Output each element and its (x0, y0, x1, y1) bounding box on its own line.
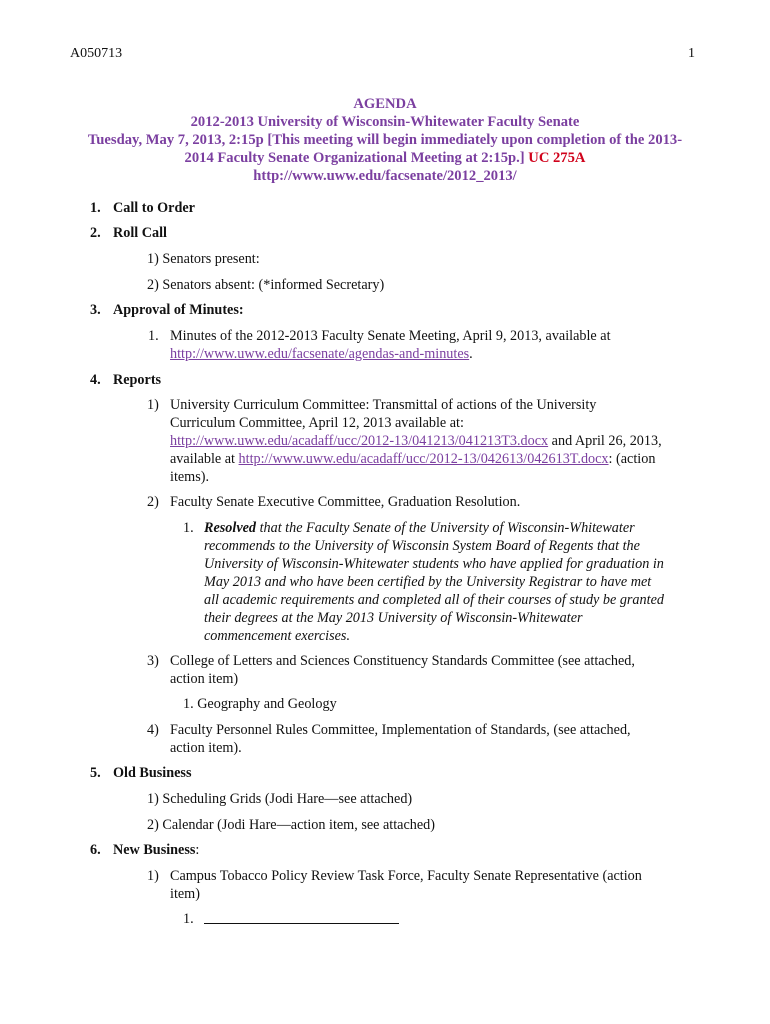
roll-call-present: 1) Senators present: (147, 251, 260, 267)
report-1-line-1: University Curriculum Committee: Transmittal of actions of the University (170, 397, 597, 413)
resolution-line-4: May 2013 and who have been certified by the University Registrar to have met (204, 574, 652, 590)
roll-call-absent: 2) Senators absent: (*informed Secretary) (147, 277, 385, 293)
meeting-room: UC 275A (528, 150, 586, 166)
new-business-1-number: 1) (147, 868, 159, 884)
report-2-number: 2) (147, 494, 159, 510)
minutes-line-1: Minutes of the 2012-2013 Faculty Senate Meeting, April 9, 2013, available at (170, 328, 611, 344)
resolution-line-2: recommends to the University of Wisconsin System Board of Regents that the (204, 538, 640, 554)
item-3-number: 3. (90, 302, 101, 318)
report-1-line-3 (170, 432, 662, 450)
item-6-number: 6. (90, 842, 101, 858)
item-6-label (113, 841, 199, 859)
report-1-available: available at (170, 451, 239, 467)
item-6-label-text: New Business (113, 842, 196, 858)
item-6-colon: : (195, 842, 200, 858)
item-1-number: 1. (90, 200, 101, 216)
report-3-sub: 1. Geography and Geology (183, 696, 337, 712)
item-1-label: Call to Order (113, 200, 195, 216)
item-2-label: Roll Call (113, 225, 167, 241)
report-3-line-1: College of Letters and Sciences Constituency Standards Committee (see attached, (170, 653, 635, 669)
meeting-line-2-text: 2014 Faculty Senate Organizational Meeting at 2:15p.] (184, 150, 525, 166)
senate-url[interactable]: http://www.uww.edu/facsenate/2012_2013/ (253, 168, 517, 184)
report-4-line-2: action item). (170, 740, 242, 756)
new-business-1-line-2: item) (170, 886, 200, 902)
representative-blank[interactable] (204, 910, 399, 929)
resolution-line-7: commencement exercises. (204, 628, 351, 644)
item-4-number: 4. (90, 372, 101, 388)
agenda-heading: AGENDA (353, 96, 417, 112)
old-business-1: 1) Scheduling Grids (Jodi Hare—see attached) (147, 791, 413, 807)
resolution-l1-text: that the Faculty Senate of the University of Wisconsin-Whitewater (256, 520, 635, 536)
resolution-number: 1. (183, 520, 194, 536)
resolution-line-1 (204, 519, 635, 537)
report-1-action: : (action (608, 451, 656, 467)
representative-number: 1. (183, 911, 194, 927)
new-business-1-line-1: Campus Tobacco Policy Review Task Force, Faculty Senate Representative (action (170, 868, 642, 884)
report-1-mid: and April 26, 2013, (548, 433, 662, 449)
page-number: 1 (688, 46, 695, 61)
blank-line (204, 910, 399, 924)
minutes-line-2 (170, 345, 473, 363)
item-5-label: Old Business (113, 765, 192, 781)
report-2-label: Faculty Senate Executive Committee, Graduation Resolution. (170, 494, 521, 510)
item-5-number: 5. (90, 765, 101, 781)
meeting-line-2 (0, 149, 770, 168)
report-4-number: 4) (147, 722, 159, 738)
report-1-line-2: Curriculum Committee, April 12, 2013 available at: (170, 415, 464, 431)
ucc-link-042613[interactable]: http://www.uww.edu/acadaff/ucc/2012-13/042613/042613T.docx (238, 451, 609, 467)
meeting-line-1: Tuesday, May 7, 2013, 2:15p [This meeting will begin immediately upon completion of the 2013- (87, 132, 683, 148)
ucc-link-041213[interactable]: http://www.uww.edu/acadaff/ucc/2012-13/041213/041213T3.docx (170, 433, 549, 449)
resolution-line-3: University of Wisconsin-Whitewater students who have applied for graduation in (204, 556, 664, 572)
report-1-line-4 (170, 450, 655, 468)
report-1-number: 1) (147, 397, 159, 413)
minutes-number: 1. (148, 328, 159, 344)
report-4-line-1: Faculty Personnel Rules Committee, Implementation of Standards, (see attached, (170, 722, 631, 738)
resolved-word: Resolved (204, 520, 257, 536)
item-3-label: Approval of Minutes: (113, 302, 244, 318)
report-1-line-5: items). (170, 469, 210, 485)
item-4-label: Reports (113, 372, 162, 388)
resolution-line-6: their degrees at the May 2013 University of Wisconsin-Whitewater (204, 610, 583, 626)
resolution-line-5: all academic requirements and completed all of their courses of study be granted (204, 592, 664, 608)
document-id: A050713 (70, 46, 123, 61)
report-3-line-2: action item) (170, 671, 239, 687)
report-3-number: 3) (147, 653, 159, 669)
minutes-period: . (469, 346, 473, 362)
senate-title: 2012-2013 University of Wisconsin-Whitewater Faculty Senate (190, 114, 580, 130)
item-2-number: 2. (90, 225, 101, 241)
minutes-link[interactable]: http://www.uww.edu/facsenate/agendas-and-minutes (170, 346, 470, 362)
old-business-2: 2) Calendar (Jodi Hare—action item, see attached) (147, 817, 435, 833)
